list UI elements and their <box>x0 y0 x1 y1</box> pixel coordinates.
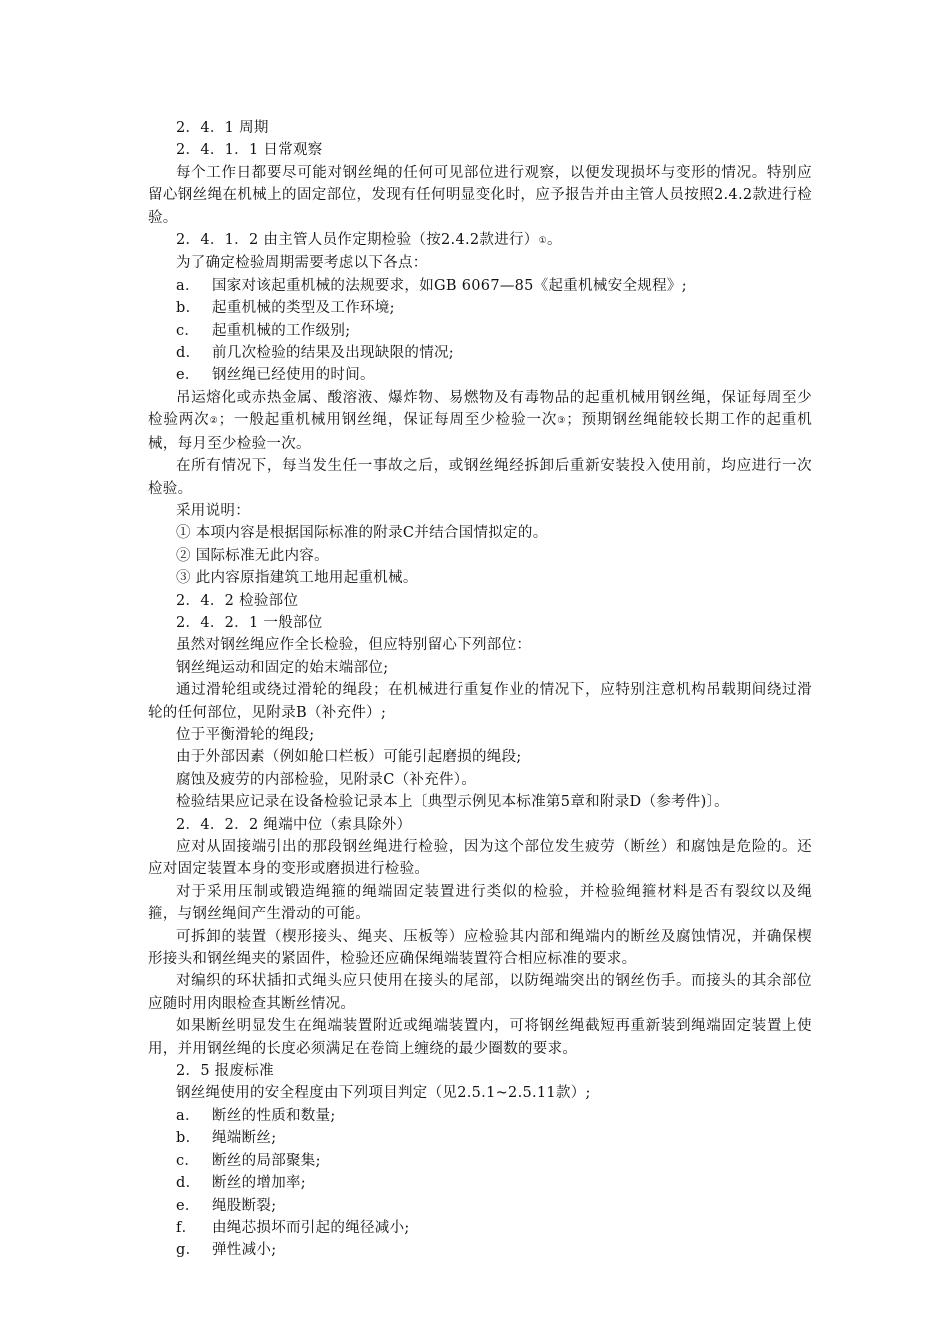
list-item <box>148 1127 812 1149</box>
list-item-text: 由绳芯损坏而引起的绳径减小; <box>212 1219 410 1236</box>
list-item <box>148 364 812 386</box>
list-item-marker: d． <box>176 345 201 362</box>
list-item-text: 断丝的局部聚集; <box>212 1152 321 1169</box>
rope-end-paragraph: 对编织的环状插扣式绳头应只使用在接头的尾部，以防绳端突出的钢丝伤手。而接头的其余部位应随时用肉眼检查其断丝情况。 <box>148 973 812 1012</box>
section-heading-2-4-1: 2．4．1 周期 <box>176 120 269 136</box>
list-item <box>148 275 812 297</box>
list-item-marker: d． <box>176 1175 201 1192</box>
list-item-text: 起重机械的类型及工作环境; <box>212 300 395 317</box>
list-item-marker: b． <box>176 300 201 317</box>
list-item <box>148 1195 812 1217</box>
list-item-marker: e． <box>176 1197 200 1214</box>
section-heading-2-4-2: 2．4．2 检验部位 <box>176 592 299 609</box>
list-item <box>148 1172 812 1194</box>
subsection-heading-2-4-1-1: 2．4．1．1 日常观察 <box>176 142 323 159</box>
subsection-heading-2-4-1-2: 2．4．1．2 由主管人员作定期检验（按2.4.2款进行）①。 <box>176 232 562 249</box>
frequency-text-part2: ；一般起重机械用钢丝绳，保证每周至少检验一次 <box>218 412 558 429</box>
list-item-marker: b． <box>176 1130 201 1147</box>
document-body <box>148 117 812 1262</box>
list-item-marker: a． <box>176 1107 200 1124</box>
list-item-text: 断丝的增加率; <box>212 1175 306 1192</box>
list-item-text: 国家对该起重机械的法规要求，如GB 6067—85《起重机械安全规程》; <box>212 277 687 294</box>
footnote-marker-3: ③ <box>557 416 567 427</box>
general-location-line: 腐蚀及疲劳的内部检验，见附录C（补充件）。 <box>176 771 477 788</box>
list-item <box>148 1105 812 1127</box>
footnote-marker-1: ① <box>538 236 547 247</box>
factors-intro: 为了确定检验周期需要考虑以下各点： <box>176 255 428 272</box>
list-item-text: 起重机械的工作级别; <box>212 322 351 339</box>
rope-end-paragraph: 应对从固接端引出的那段钢丝绳进行检验，因为这个部位发生疲劳（断丝）和腐蚀是危险的。还应对固定装置本身的变形或磨损进行检验。 <box>148 839 812 878</box>
subsection-heading-2-4-2-1: 2．4．2．1 一般部位 <box>176 614 323 631</box>
general-location-line: 位于平衡滑轮的绳段; <box>176 726 315 743</box>
general-location-line: 虽然对钢丝绳应作全长检验，但应特别留心下列部位： <box>176 637 532 654</box>
frequency-text-part1: 吊运熔化或赤热金属、酸溶液、爆炸物、易燃物及有毒物品的起重机械用钢丝绳，保证每周至少检验两次 <box>148 389 812 429</box>
adoption-notes-title: 采用说明： <box>176 502 250 519</box>
list-item <box>148 297 812 319</box>
section-heading-2-5: 2．5 报废标准 <box>176 1063 274 1080</box>
subsection-heading-2-4-2-2: 2．4．2．2 绳端中位（索具除外） <box>176 816 412 833</box>
frequency-text-part3: ；预期钢丝绳能较长期工作的起重机械，每月至少检验一次。 <box>148 412 812 452</box>
rope-end-paragraph: 对于采用压制或锻造绳箍的绳端固定装置进行类似的检验，并检验绳箍材料是否有裂纹以及绳箍，与钢丝绳间产生滑动的可能。 <box>148 883 812 923</box>
general-location-line: 钢丝绳运动和固定的始末端部位; <box>176 659 389 676</box>
periodic-inspection-heading-text: 2．4．1．2 由主管人员作定期检验（按2.4.2款进行） <box>176 232 539 249</box>
list-item-text: 前几次检验的结果及出现缺限的情况; <box>212 345 454 362</box>
rope-end-paragraph: 如果断丝明显发生在绳端装置附近或绳端装置内，可将钢丝绳截短再重新装到绳端固定装置上使用，并用钢丝绳的长度必须满足在卷筒上缠绕的最少圈数的要求。 <box>148 1018 812 1057</box>
adoption-note: ② 国际标准无此内容。 <box>176 547 329 564</box>
list-item-marker: f． <box>176 1219 197 1236</box>
scrap-criteria-intro: 钢丝绳使用的安全程度由下列项目判定（见2.5.1~2.5.11款）; <box>176 1085 591 1102</box>
list-item-text: 弹性减小; <box>212 1242 277 1259</box>
footnote-marker-2: ② <box>209 416 219 427</box>
pulley-section-paragraph: 通过滑轮组或绕过滑轮的绳段；在机械进行重复作业的情况下，应特别注意机构吊载期间绕过滑轮的任何部位，见附录B（补充件）; <box>148 682 812 721</box>
list-item-marker: g． <box>176 1242 201 1259</box>
list-item-text: 钢丝绳已经使用的时间。 <box>212 367 375 384</box>
inspection-frequency-paragraph <box>148 387 812 455</box>
daily-observation-paragraph: 每个工作日都要尽可能对钢丝绳的任何可见部位进行观察，以便发现损坏与变形的情况。特别应留心钢丝绳在机械上的固定部位，发现有任何明显变化时，应予报告并由主管人员按照2.4.2款进行检验。 <box>148 164 812 226</box>
list-item-marker: e． <box>176 367 200 384</box>
list-item-marker: a． <box>176 277 200 294</box>
list-item <box>148 1217 812 1239</box>
adoption-note: ① 本项内容是根据国际标准的附录C并结合国情拟定的。 <box>176 525 548 542</box>
list-item-text: 绳股断裂; <box>212 1197 277 1214</box>
list-item-marker: c． <box>176 322 200 339</box>
accident-inspection-paragraph: 在所有情况下，每当发生任一事故之后，或钢丝绳经拆卸后重新安装投入使用前，均应进行一次检验。 <box>148 458 812 497</box>
list-item-marker: c． <box>176 1152 200 1169</box>
list-item-text: 断丝的性质和数量; <box>212 1107 336 1124</box>
rope-end-paragraph: 可拆卸的装置（楔形接头、绳夹、压板等）应检验其内部和绳端内的断丝及腐蚀情况，并确保楔形接头和钢丝绳夹的紧固件，检验还应确保绳端装置符合相应标准的要求。 <box>148 928 812 968</box>
list-item <box>148 1150 812 1172</box>
list-item <box>148 342 812 364</box>
list-item <box>148 320 812 342</box>
record-keeping-line: 检验结果应记录在设备检验记录本上〔典型示例见本标准第5章和附录D（参考件)〕。 <box>176 794 729 811</box>
general-location-line: 由于外部因素（例如舱口栏板）可能引起磨损的绳段; <box>176 749 522 766</box>
list-item-text: 绳端断丝; <box>212 1130 277 1147</box>
list-item <box>148 1239 812 1261</box>
adoption-note: ③ 此内容原指建筑工地用起重机械。 <box>176 570 418 587</box>
